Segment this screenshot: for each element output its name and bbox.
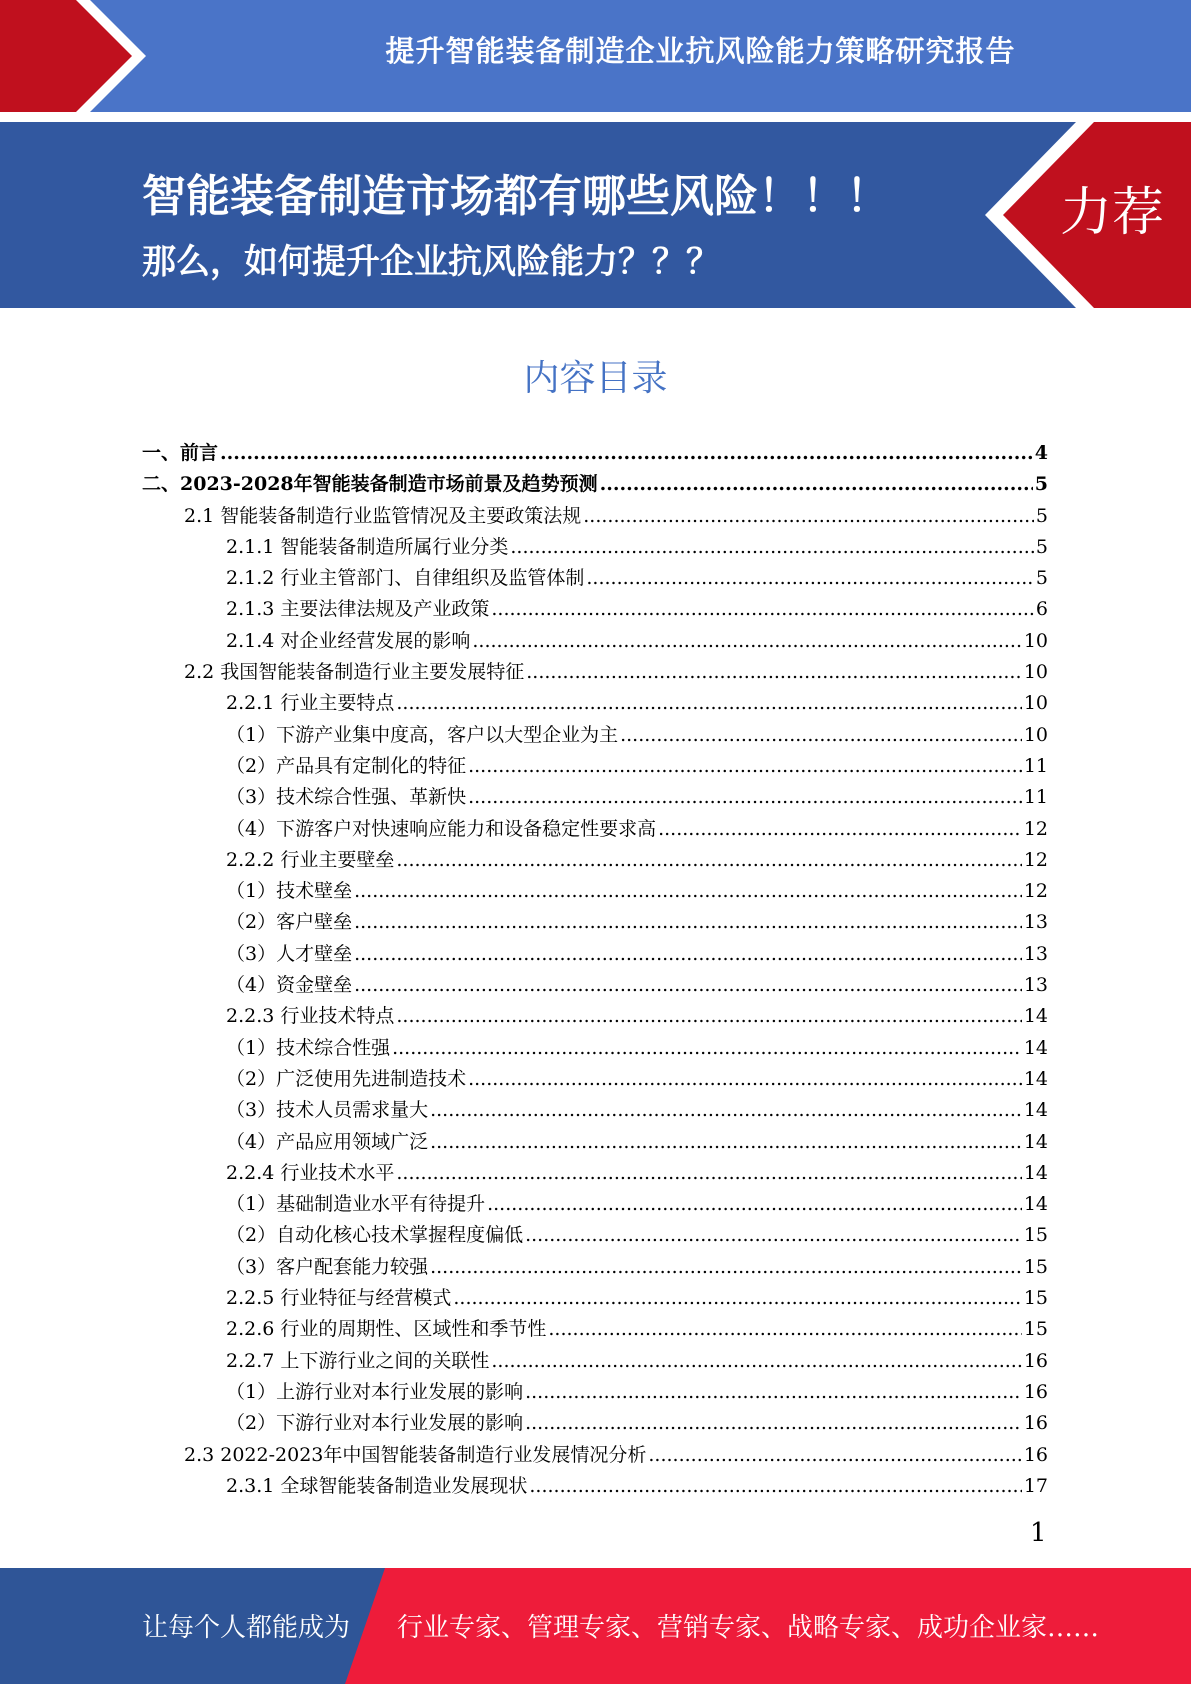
toc-entry-label: （1）上游行业对本行业发展的影响 xyxy=(226,1380,524,1403)
top-banner xyxy=(0,0,1191,112)
toc-entry-page: 15 xyxy=(1023,1318,1048,1341)
toc-entry[interactable] xyxy=(142,782,1048,813)
toc-entry-label: 2.3.1 全球智能装备制造业发展现状 xyxy=(226,1474,528,1497)
toc-entry-page: 5 xyxy=(1035,535,1048,558)
toc-entry-label: 2.2 我国智能装备制造行业主要发展特征 xyxy=(184,661,525,684)
toc-entry[interactable] xyxy=(142,970,1048,1001)
footer-slogan-left: 让每个人都能成为 xyxy=(142,1613,351,1643)
toc-entry-label: （4）资金壁垒 xyxy=(226,974,353,997)
toc-entry[interactable] xyxy=(142,1346,1048,1377)
toc-entry-label: 2.1.3 主要法律法规及产业政策 xyxy=(226,598,490,621)
toc-entry-page: 14 xyxy=(1023,1067,1048,1090)
toc-leader-dots xyxy=(468,1068,1022,1090)
report-title: 提升智能装备制造企业抗风险能力策略研究报告 xyxy=(385,34,1016,68)
toc-entry[interactable] xyxy=(142,626,1048,657)
toc-entry-page: 15 xyxy=(1023,1224,1048,1247)
toc-entry-page: 5 xyxy=(1035,504,1048,527)
toc-leader-dots xyxy=(430,1131,1022,1153)
toc-entry[interactable] xyxy=(142,1158,1048,1189)
toc-entry[interactable] xyxy=(142,594,1048,625)
toc-entry-label: 2.1 智能装备制造行业监管情况及主要政策法规 xyxy=(184,504,582,527)
toc-entry-label: 2.2.4 行业技术水平 xyxy=(226,1161,395,1184)
toc-entry-page: 12 xyxy=(1023,848,1048,871)
toc-entry-label: 2.3 2022-2023年中国智能装备制造行业发展情况分析 xyxy=(184,1443,647,1466)
toc-leader-dots xyxy=(586,567,1034,589)
footer-banner xyxy=(0,1568,1191,1684)
toc-leader-dots xyxy=(529,1475,1021,1497)
toc-entry-label: （3）技术综合性强、革新快 xyxy=(226,786,467,809)
toc-entry[interactable] xyxy=(142,1064,1048,1095)
toc-entry[interactable] xyxy=(142,501,1048,532)
toc-entry[interactable] xyxy=(142,720,1048,751)
toc-entry[interactable] xyxy=(142,1189,1048,1220)
toc-entry[interactable] xyxy=(142,1471,1048,1502)
toc-leader-dots xyxy=(396,849,1021,871)
toc-entry-page: 11 xyxy=(1023,786,1048,809)
toc-entry-label: （4）下游客户对快速响应能力和设备稳定性要求高 xyxy=(226,817,657,840)
toc-title: 内容目录 xyxy=(523,358,668,399)
toc-entry-label: （1）技术壁垒 xyxy=(226,880,353,903)
toc-entry-label: 2.1.2 行业主管部门、自律组织及监管体制 xyxy=(226,567,585,590)
toc-entry-page: 13 xyxy=(1023,974,1048,997)
toc-entry[interactable] xyxy=(142,688,1048,719)
toc-entry-page: 14 xyxy=(1023,1036,1048,1059)
toc-entry-page: 13 xyxy=(1023,942,1048,965)
toc-entry-page: 6 xyxy=(1035,598,1048,621)
toc-leader-dots xyxy=(600,473,1033,495)
toc-leader-dots xyxy=(396,1162,1021,1184)
toc-entry-page: 14 xyxy=(1023,1161,1048,1184)
hero-subheadline: 那么，如何提升企业抗风险能力？？？ xyxy=(142,242,720,282)
toc-entry[interactable] xyxy=(142,1283,1048,1314)
toc-entry[interactable] xyxy=(142,907,1048,938)
toc-entry-label: 2.2.2 行业主要壁垒 xyxy=(226,848,395,871)
toc-leader-dots xyxy=(354,880,1022,902)
toc-entry[interactable] xyxy=(142,1440,1048,1471)
toc-entry-page: 16 xyxy=(1023,1380,1048,1403)
toc-entry-page: 14 xyxy=(1023,1099,1048,1122)
toc-entry-page: 11 xyxy=(1023,754,1048,777)
toc-entry-label: （2）自动化核心技术掌握程度偏低 xyxy=(226,1224,524,1247)
toc-entry-label: 2.2.7 上下游行业之间的关联性 xyxy=(226,1349,490,1372)
toc-entry[interactable] xyxy=(142,1377,1048,1408)
toc-entry-page: 10 xyxy=(1023,692,1048,715)
hero-headline: 智能装备制造市场都有哪些风险！！！ xyxy=(142,171,890,222)
toc-entry-label: 2.2.5 行业特征与经营模式 xyxy=(226,1287,452,1310)
toc-entry-page: 5 xyxy=(1035,567,1048,590)
toc-entry[interactable] xyxy=(142,876,1048,907)
toc-entry-label: （2）下游行业对本行业发展的影响 xyxy=(226,1412,524,1435)
toc-entry-label: （3）人才壁垒 xyxy=(226,942,353,965)
toc-leader-dots xyxy=(392,1037,1022,1059)
toc-leader-dots xyxy=(472,630,1021,652)
toc-entry[interactable] xyxy=(142,438,1048,469)
toc-leader-dots xyxy=(354,943,1022,965)
toc-entry[interactable] xyxy=(142,469,1048,500)
toc-entry-page: 12 xyxy=(1023,880,1048,903)
toc-entry[interactable] xyxy=(142,939,1048,970)
toc-entry[interactable] xyxy=(142,532,1048,563)
toc-entry-page: 15 xyxy=(1023,1255,1048,1278)
footer-slogan-right: 行业专家、管理专家、营销专家、战略专家、成功企业家…… xyxy=(397,1613,1100,1643)
toc-entry[interactable] xyxy=(142,814,1048,845)
toc-entry-page: 16 xyxy=(1023,1349,1048,1372)
toc-leader-dots xyxy=(491,598,1034,620)
toc-entry-label: 2.1.4 对企业经营发展的影响 xyxy=(226,629,471,652)
toc-entry-label: 2.2.1 行业主要特点 xyxy=(226,692,395,715)
toc-leader-dots xyxy=(220,442,1033,464)
toc-leader-dots xyxy=(491,1350,1021,1372)
toc-entry-page: 16 xyxy=(1023,1412,1048,1435)
toc-leader-dots xyxy=(526,661,1022,683)
toc-entry[interactable] xyxy=(142,845,1048,876)
red-chevron-icon xyxy=(0,0,160,112)
toc-leader-dots xyxy=(648,1444,1021,1466)
table-of-contents xyxy=(142,438,1048,1502)
toc-leader-dots xyxy=(430,1099,1022,1121)
toc-entry-label: （2）广泛使用先进制造技术 xyxy=(226,1067,467,1090)
toc-entry-label: 2.2.6 行业的周期性、区域性和季节性 xyxy=(226,1318,547,1341)
toc-entry[interactable] xyxy=(142,1408,1048,1439)
toc-leader-dots xyxy=(620,724,1022,746)
hero-banner xyxy=(0,122,1191,308)
toc-leader-dots xyxy=(525,1224,1022,1246)
toc-leader-dots xyxy=(548,1318,1021,1340)
toc-leader-dots xyxy=(525,1381,1022,1403)
toc-entry-label: （1）技术综合性强 xyxy=(226,1036,391,1059)
toc-entry[interactable] xyxy=(142,1127,1048,1158)
toc-entry-label: 二、2023-2028年智能装备制造市场前景及趋势预测 xyxy=(142,473,598,496)
recommend-badge: 力荐 xyxy=(1060,183,1165,243)
toc-leader-dots xyxy=(354,974,1022,996)
toc-leader-dots xyxy=(468,755,1022,777)
toc-entry-page: 5 xyxy=(1034,473,1048,496)
toc-entry-page: 17 xyxy=(1023,1474,1048,1497)
toc-entry-label: （3）技术人员需求量大 xyxy=(226,1099,429,1122)
toc-entry[interactable] xyxy=(142,751,1048,782)
toc-leader-dots xyxy=(487,1193,1022,1215)
toc-entry-label: （1）基础制造业水平有待提升 xyxy=(226,1193,486,1216)
toc-leader-dots xyxy=(510,536,1034,558)
toc-leader-dots xyxy=(396,1005,1021,1027)
toc-entry-label: （3）客户配套能力较强 xyxy=(226,1255,429,1278)
toc-entry-page: 14 xyxy=(1023,1193,1048,1216)
toc-entry-page: 4 xyxy=(1034,442,1048,464)
toc-entry-label: （2）客户壁垒 xyxy=(226,911,353,934)
toc-entry-label: 一、前言 xyxy=(142,442,219,464)
toc-leader-dots xyxy=(658,818,1022,840)
toc-entry[interactable] xyxy=(142,1252,1048,1283)
toc-entry-page: 10 xyxy=(1023,723,1048,746)
toc-entry-page: 14 xyxy=(1023,1005,1048,1028)
toc-entry-page: 16 xyxy=(1023,1443,1048,1466)
page-number: 1 xyxy=(1030,1518,1047,1548)
toc-entry-page: 15 xyxy=(1023,1287,1048,1310)
toc-entry[interactable] xyxy=(142,1001,1048,1032)
toc-entry-page: 10 xyxy=(1023,661,1048,684)
toc-leader-dots xyxy=(430,1256,1022,1278)
toc-entry-page: 14 xyxy=(1023,1130,1048,1153)
toc-entry-page: 13 xyxy=(1023,911,1048,934)
toc-entry-label: （4）产品应用领域广泛 xyxy=(226,1130,429,1153)
toc-entry[interactable] xyxy=(142,563,1048,594)
toc-entry-label: 2.2.3 行业技术特点 xyxy=(226,1005,395,1028)
toc-leader-dots xyxy=(396,692,1021,714)
toc-entry[interactable] xyxy=(142,1220,1048,1251)
toc-leader-dots xyxy=(354,911,1022,933)
toc-entry-label: 2.1.1 智能装备制造所属行业分类 xyxy=(226,535,509,558)
toc-leader-dots xyxy=(583,505,1034,527)
toc-entry-page: 10 xyxy=(1023,629,1048,652)
toc-entry[interactable] xyxy=(142,657,1048,688)
toc-entry-label: （1）下游产业集中度高，客户以大型企业为主 xyxy=(226,723,619,746)
toc-entry[interactable] xyxy=(142,1314,1048,1345)
toc-leader-dots xyxy=(453,1287,1021,1309)
toc-entry-page: 12 xyxy=(1023,817,1048,840)
toc-entry[interactable] xyxy=(142,1033,1048,1064)
toc-entry-label: （2）产品具有定制化的特征 xyxy=(226,754,467,777)
toc-entry[interactable] xyxy=(142,1095,1048,1126)
toc-leader-dots xyxy=(525,1412,1022,1434)
toc-leader-dots xyxy=(468,786,1022,808)
